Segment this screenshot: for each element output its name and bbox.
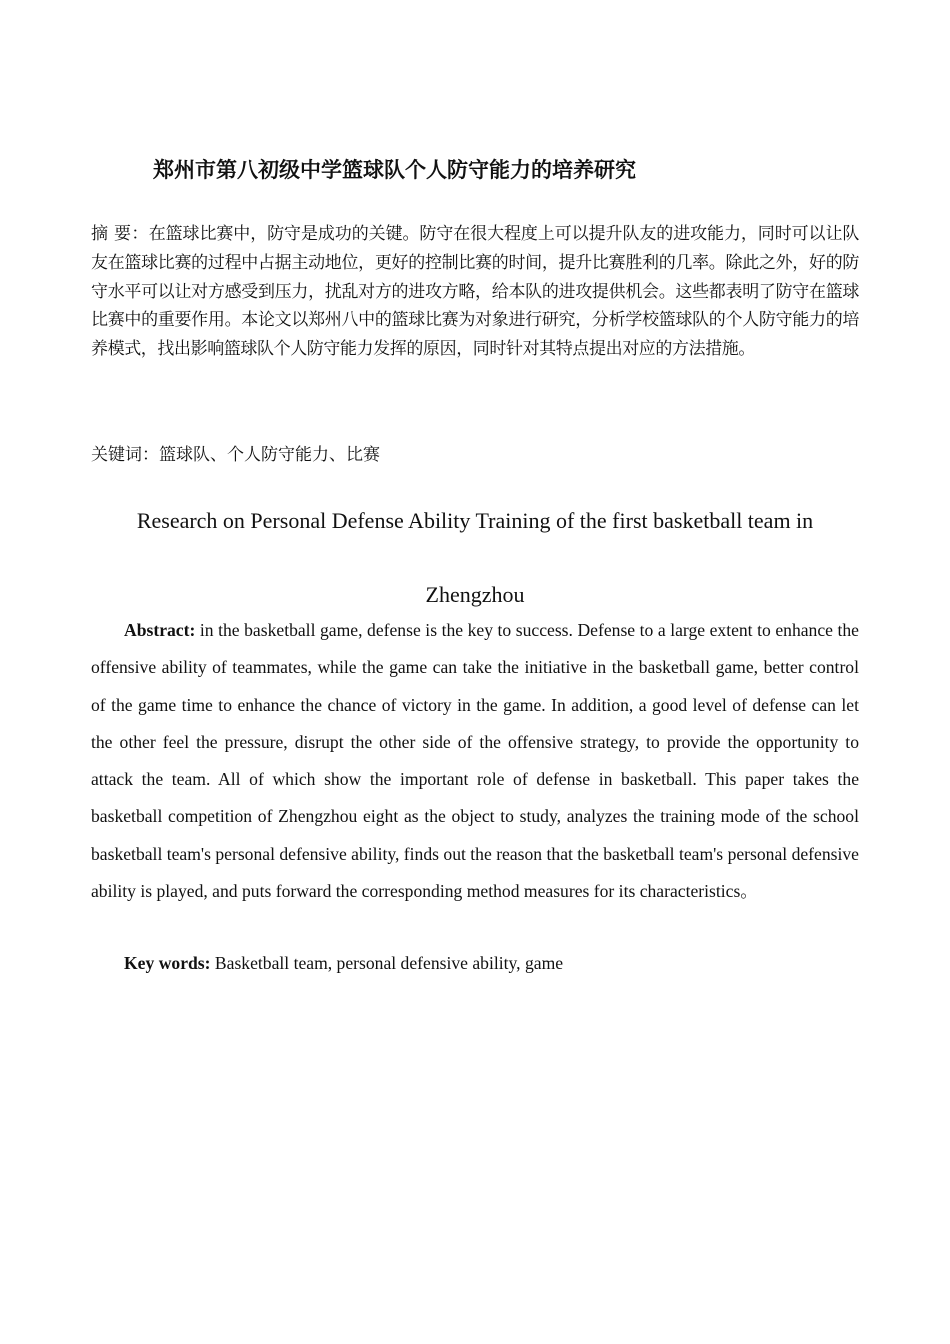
chinese-abstract	[91, 220, 859, 364]
english-keywords	[91, 948, 859, 978]
english-abstract-text: in the basketball game, defense is the key to success. Defense to a large extent to enhance the offensive ability of teammates, while the game can take the initiative in the basketball game, better control of the game time to enhance the chance of victory in the game. In addition, a good level of defense can let the other feel the pressure, disrupt the other side of the offensive strategy, to provide the opportunity to attack the team. All of which show the important role of defense in basketball. This paper takes the basketball competition of Zhengzhou eight as the object to study, analyzes the training mode of the school basketball team's personal defensive ability, finds out the reason that the basketball team's personal defensive ability is played, and puts forward the corresponding method measures for its characteristics。	[91, 620, 859, 902]
english-keywords-text: Basketball team, personal defensive ability, game	[210, 953, 564, 973]
chinese-title: 郑州市第八初级中学篮球队个人防守能力的培养研究	[153, 158, 636, 182]
english-keywords-label: Key words:	[124, 953, 211, 973]
english-title: Research on Personal Defense Ability Training of the first basketball team in Zhengzhou	[136, 508, 814, 607]
english-abstract	[91, 612, 859, 910]
chinese-abstract-label: 摘 要：	[91, 224, 149, 244]
chinese-keywords	[91, 443, 380, 467]
chinese-abstract-text: 在篮球比赛中，防守是成功的关键。防守在很大程度上可以提升队友的进攻能力，同时可以让队友在篮球比赛的过程中占据主动地位，更好的控制比赛的时间，提升比赛胜利的几率。除此之外，好的防守水平可以让对方感受到压力，扰乱对方的进攻方略，给本队的进攻提供机会。这些都表明了防守在篮球比赛中的重要作用。本论文以郑州八中的篮球比赛为对象进行研究，分析学校篮球队的个人防守能力的培养模式，找出影响篮球队个人防守能力发挥的原因，同时针对其特点提出对应的方法措施。	[91, 224, 859, 360]
chinese-keywords-label: 关键词：	[91, 445, 159, 465]
english-abstract-label: Abstract:	[124, 620, 196, 640]
chinese-keywords-text: 篮球队、个人防守能力、比赛	[159, 445, 380, 465]
